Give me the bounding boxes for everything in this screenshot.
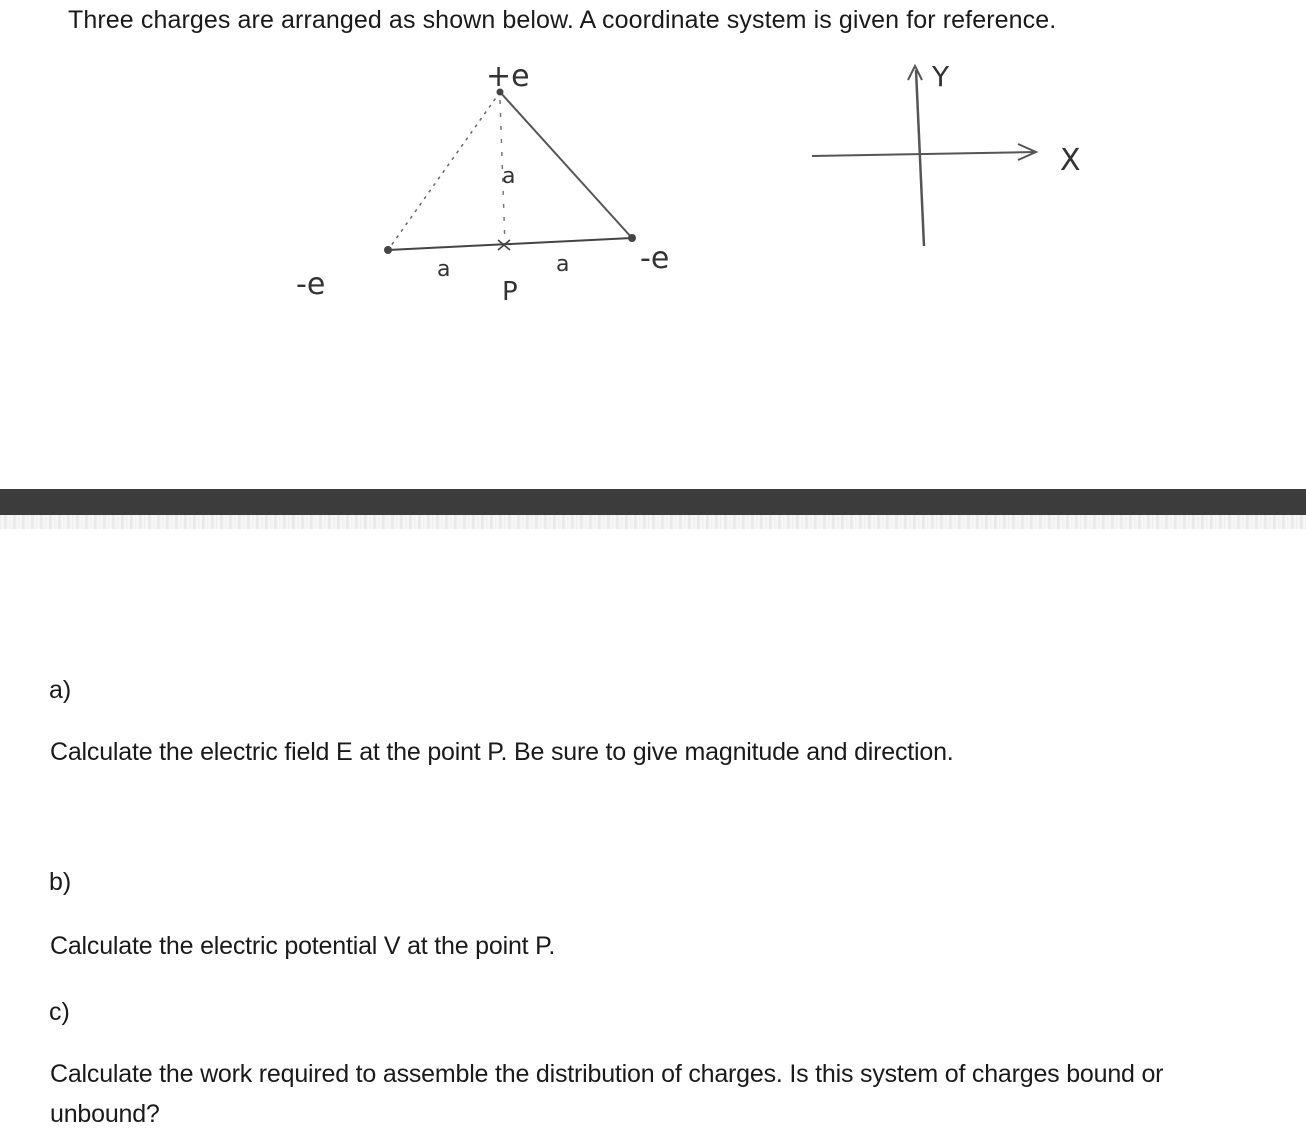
height-label: a	[502, 164, 516, 189]
right-charge-dot	[628, 234, 636, 242]
triangle-left-side	[388, 92, 500, 250]
page-divider	[0, 489, 1306, 515]
top-charge-label: +e	[486, 59, 530, 94]
part-b-question: Calculate the electric potential V at the point P.	[50, 932, 556, 960]
y-axis	[916, 70, 924, 246]
left-half-label: a	[437, 257, 451, 282]
y-axis-label: Y	[932, 60, 950, 93]
triangle-base	[388, 238, 632, 250]
triangle-right-side	[500, 92, 632, 238]
point-p-label: P	[502, 277, 518, 307]
left-charge-label: -e	[296, 267, 326, 302]
right-charge-label: -e	[640, 241, 670, 276]
part-c-question: Calculate the work required to assemble the distribution of charges. Is this system of charges bound or unbound?	[50, 1060, 1164, 1128]
part-a-question: Calculate the electric field E at the point P. Be sure to give magnitude and direction.	[50, 738, 954, 766]
right-half-label: a	[556, 252, 570, 277]
scan-artifact	[0, 515, 1306, 529]
part-c-label: c)	[49, 998, 70, 1026]
part-b-label: b)	[49, 868, 72, 896]
x-axis	[812, 152, 1035, 156]
part-a-label: a)	[49, 676, 72, 704]
intro-text: Three charges are arranged as shown below. A coordinate system is given for reference.	[68, 6, 1057, 34]
x-axis-label: X	[1060, 143, 1081, 178]
charge-diagram	[0, 0, 1306, 480]
left-charge-dot	[384, 246, 392, 254]
